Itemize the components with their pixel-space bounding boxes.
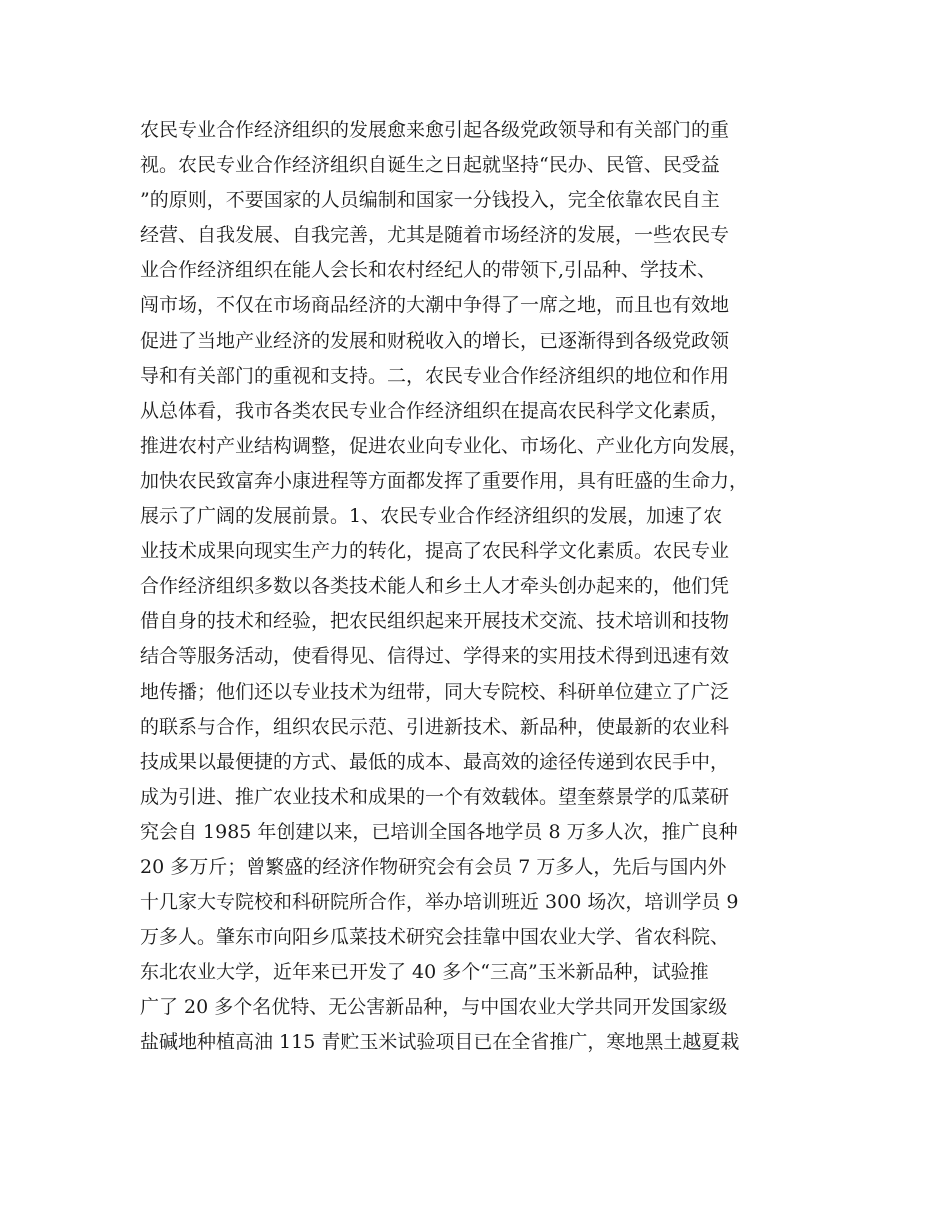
text-line: 的联系与合作，组织农民示范、引进新技术、新品种，使最新的农业科 bbox=[140, 715, 730, 738]
text-line: 成为引进、推广农业技术和成果的一个有效载体。望奎蔡景学的瓜菜研 bbox=[140, 785, 730, 808]
text-line: 经营、自我发展、自我完善，尤其是随着市场经济的发展，一些农民专 bbox=[140, 224, 730, 247]
text-line: 闯市场，不仅在市场商品经济的大潮中争得了一席之地，而且也有效地 bbox=[140, 294, 730, 317]
text-line: 十几家大专院校和科研院所合作，举办培训班近 300 场次，培训学员 9 bbox=[140, 891, 739, 914]
text-line: 盐碱地种植高油 115 青贮玉米试验项目已在全省推广，寒地黑土越夏栽 bbox=[140, 1031, 740, 1054]
text-line: 展示了广阔的发展前景。1、农民专业合作经济组织的发展，加速了农 bbox=[140, 505, 723, 528]
text-line: 推进农村产业结构调整，促进农业向专业化、市场化、产业化方向发展， bbox=[140, 434, 749, 457]
text-line: 导和有关部门的重视和支持。二，农民专业合作经济组织的地位和作用 bbox=[140, 364, 730, 387]
text-line: 从总体看，我市各类农民专业合作经济组织在提高农民科学文化素质， bbox=[140, 399, 730, 422]
text-line: 加快农民致富奔小康进程等方面都发挥了重要作用，具有旺盛的生命力， bbox=[140, 469, 749, 492]
text-line: 借自身的技术和经验，把农民组织起来开展技术交流、技术培训和技物 bbox=[140, 610, 730, 633]
body-text bbox=[140, 113, 830, 1061]
text-line: 结合等服务活动，使看得见、信得过、学得来的实用技术得到迅速有效 bbox=[140, 645, 730, 668]
text-line: 东北农业大学，近年来已开发了 40 多个“三高”玉米新品种，试验推 bbox=[140, 961, 709, 984]
text-line: 究会自 1985 年创建以来，已培训全国各地学员 8 万多人次，推广良种 bbox=[140, 820, 738, 843]
text-line: 万多人。肇东市向阳乡瓜菜技术研究会挂靠中国农业大学、省农科院、 bbox=[140, 926, 730, 949]
text-line: ”的原则，不要国家的人员编制和国家一分钱投入，完全依靠农民自主 bbox=[140, 189, 720, 212]
text-line: 促进了当地产业经济的发展和财税收入的增长，已逐渐得到各级党政领 bbox=[140, 329, 730, 352]
text-line: 农民专业合作经济组织的发展愈来愈引起各级党政领导和有关部门的重 bbox=[140, 119, 730, 141]
text-line: 20 多万斤；曾繁盛的经济作物研究会有会员 7 万多人，先后与国内外 bbox=[140, 855, 727, 878]
text-line: 广了 20 多个名优特、无公害新品种，与中国农业大学共同开发国家级 bbox=[140, 996, 728, 1019]
text-line: 视。农民专业合作经济组织自诞生之日起就坚持“民办、民管、民受益 bbox=[140, 154, 720, 177]
text-line: 技成果以最便捷的方式、最低的成本、最高效的途径传递到农民手中， bbox=[140, 750, 730, 773]
text-line: 地传播；他们还以专业技术为纽带，同大专院校、科研单位建立了广泛 bbox=[140, 680, 730, 703]
text-line: 业技术成果向现实生产力的转化，提高了农民科学文化素质。农民专业 bbox=[140, 540, 730, 563]
text-line: 业合作经济组织在能人会长和农村经纪人的带领下,引品种、学技术、 bbox=[140, 259, 717, 282]
text-line: 合作经济组织多数以各类技术能人和乡土人才牵头创办起来的，他们凭 bbox=[140, 575, 730, 598]
